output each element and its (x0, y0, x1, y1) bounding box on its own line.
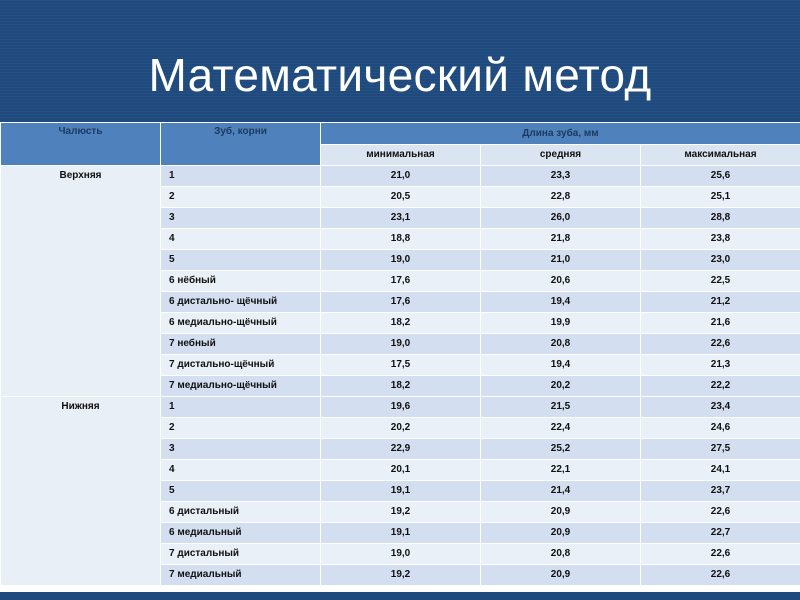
header-row (1, 123, 800, 145)
avg-cell: 19,4 (481, 355, 641, 376)
min-cell: 18,2 (321, 313, 481, 334)
max-cell: 24,1 (641, 460, 800, 481)
min-cell: 19,2 (321, 502, 481, 523)
max-cell: 25,6 (641, 166, 800, 187)
table-container (0, 122, 800, 592)
table-body (1, 166, 800, 586)
tooth-cell: 6 нёбный (161, 271, 321, 292)
min-cell: 17,6 (321, 271, 481, 292)
max-cell: 21,3 (641, 355, 800, 376)
min-cell: 20,5 (321, 187, 481, 208)
header-jaw: Чалюсть (1, 123, 161, 166)
max-cell: 23,7 (641, 481, 800, 502)
min-cell: 19,0 (321, 250, 481, 271)
avg-cell: 19,4 (481, 292, 641, 313)
tooth-cell: 3 (161, 208, 321, 229)
header-max: максимальная (641, 145, 800, 166)
avg-cell: 19,9 (481, 313, 641, 334)
avg-cell: 25,2 (481, 439, 641, 460)
min-cell: 18,8 (321, 229, 481, 250)
max-cell: 21,2 (641, 292, 800, 313)
header-length: Длина зуба, мм (321, 123, 800, 145)
min-cell: 19,0 (321, 334, 481, 355)
table-row (1, 166, 800, 187)
tooth-cell: 5 (161, 481, 321, 502)
header-avg: средняя (481, 145, 641, 166)
tooth-cell: 4 (161, 460, 321, 481)
avg-cell: 20,8 (481, 334, 641, 355)
table-row (1, 397, 800, 418)
bottom-bar (0, 592, 800, 600)
tooth-cell: 1 (161, 397, 321, 418)
avg-cell: 23,3 (481, 166, 641, 187)
max-cell: 23,4 (641, 397, 800, 418)
avg-cell: 22,1 (481, 460, 641, 481)
header-min: минимальная (321, 145, 481, 166)
jaw-lower-label: Нижняя (1, 397, 161, 586)
avg-cell: 20,8 (481, 544, 641, 565)
max-cell: 24,6 (641, 418, 800, 439)
header-tooth: Зуб, корни (161, 123, 321, 166)
max-cell: 28,8 (641, 208, 800, 229)
title-bar (0, 0, 800, 120)
avg-cell: 21,8 (481, 229, 641, 250)
max-cell: 22,7 (641, 523, 800, 544)
avg-cell: 22,4 (481, 418, 641, 439)
slide-title: Математический метод (148, 49, 652, 101)
avg-cell: 20,6 (481, 271, 641, 292)
avg-cell: 20,9 (481, 523, 641, 544)
avg-cell: 22,8 (481, 187, 641, 208)
tooth-cell: 5 (161, 250, 321, 271)
tooth-cell: 6 медиально-щёчный (161, 313, 321, 334)
tooth-cell: 6 дистально- щёчный (161, 292, 321, 313)
avg-cell: 21,5 (481, 397, 641, 418)
max-cell: 22,6 (641, 565, 800, 586)
tooth-cell: 7 медиальный (161, 565, 321, 586)
min-cell: 22,9 (321, 439, 481, 460)
min-cell: 19,2 (321, 565, 481, 586)
min-cell: 19,1 (321, 523, 481, 544)
min-cell: 19,0 (321, 544, 481, 565)
tooth-length-table (0, 122, 800, 586)
tooth-cell: 6 медиальный (161, 523, 321, 544)
tooth-cell: 3 (161, 439, 321, 460)
tooth-cell: 7 медиально-щёчный (161, 376, 321, 397)
tooth-cell: 2 (161, 418, 321, 439)
avg-cell: 21,0 (481, 250, 641, 271)
min-cell: 19,1 (321, 481, 481, 502)
max-cell: 22,2 (641, 376, 800, 397)
min-cell: 18,2 (321, 376, 481, 397)
tooth-cell: 7 дистально-щёчный (161, 355, 321, 376)
min-cell: 19,6 (321, 397, 481, 418)
avg-cell: 20,9 (481, 502, 641, 523)
max-cell: 22,5 (641, 271, 800, 292)
min-cell: 21,0 (321, 166, 481, 187)
max-cell: 21,6 (641, 313, 800, 334)
tooth-cell: 6 дистальный (161, 502, 321, 523)
tooth-cell: 7 небный (161, 334, 321, 355)
min-cell: 23,1 (321, 208, 481, 229)
min-cell: 17,6 (321, 292, 481, 313)
min-cell: 20,1 (321, 460, 481, 481)
max-cell: 22,6 (641, 544, 800, 565)
avg-cell: 20,9 (481, 565, 641, 586)
avg-cell: 21,4 (481, 481, 641, 502)
avg-cell: 26,0 (481, 208, 641, 229)
max-cell: 23,0 (641, 250, 800, 271)
max-cell: 25,1 (641, 187, 800, 208)
max-cell: 27,5 (641, 439, 800, 460)
tooth-cell: 7 дистальный (161, 544, 321, 565)
tooth-cell: 2 (161, 187, 321, 208)
min-cell: 20,2 (321, 418, 481, 439)
min-cell: 17,5 (321, 355, 481, 376)
max-cell: 23,8 (641, 229, 800, 250)
max-cell: 22,6 (641, 502, 800, 523)
tooth-cell: 1 (161, 166, 321, 187)
jaw-upper-label: Верхняя (1, 166, 161, 397)
max-cell: 22,6 (641, 334, 800, 355)
tooth-cell: 4 (161, 229, 321, 250)
avg-cell: 20,2 (481, 376, 641, 397)
